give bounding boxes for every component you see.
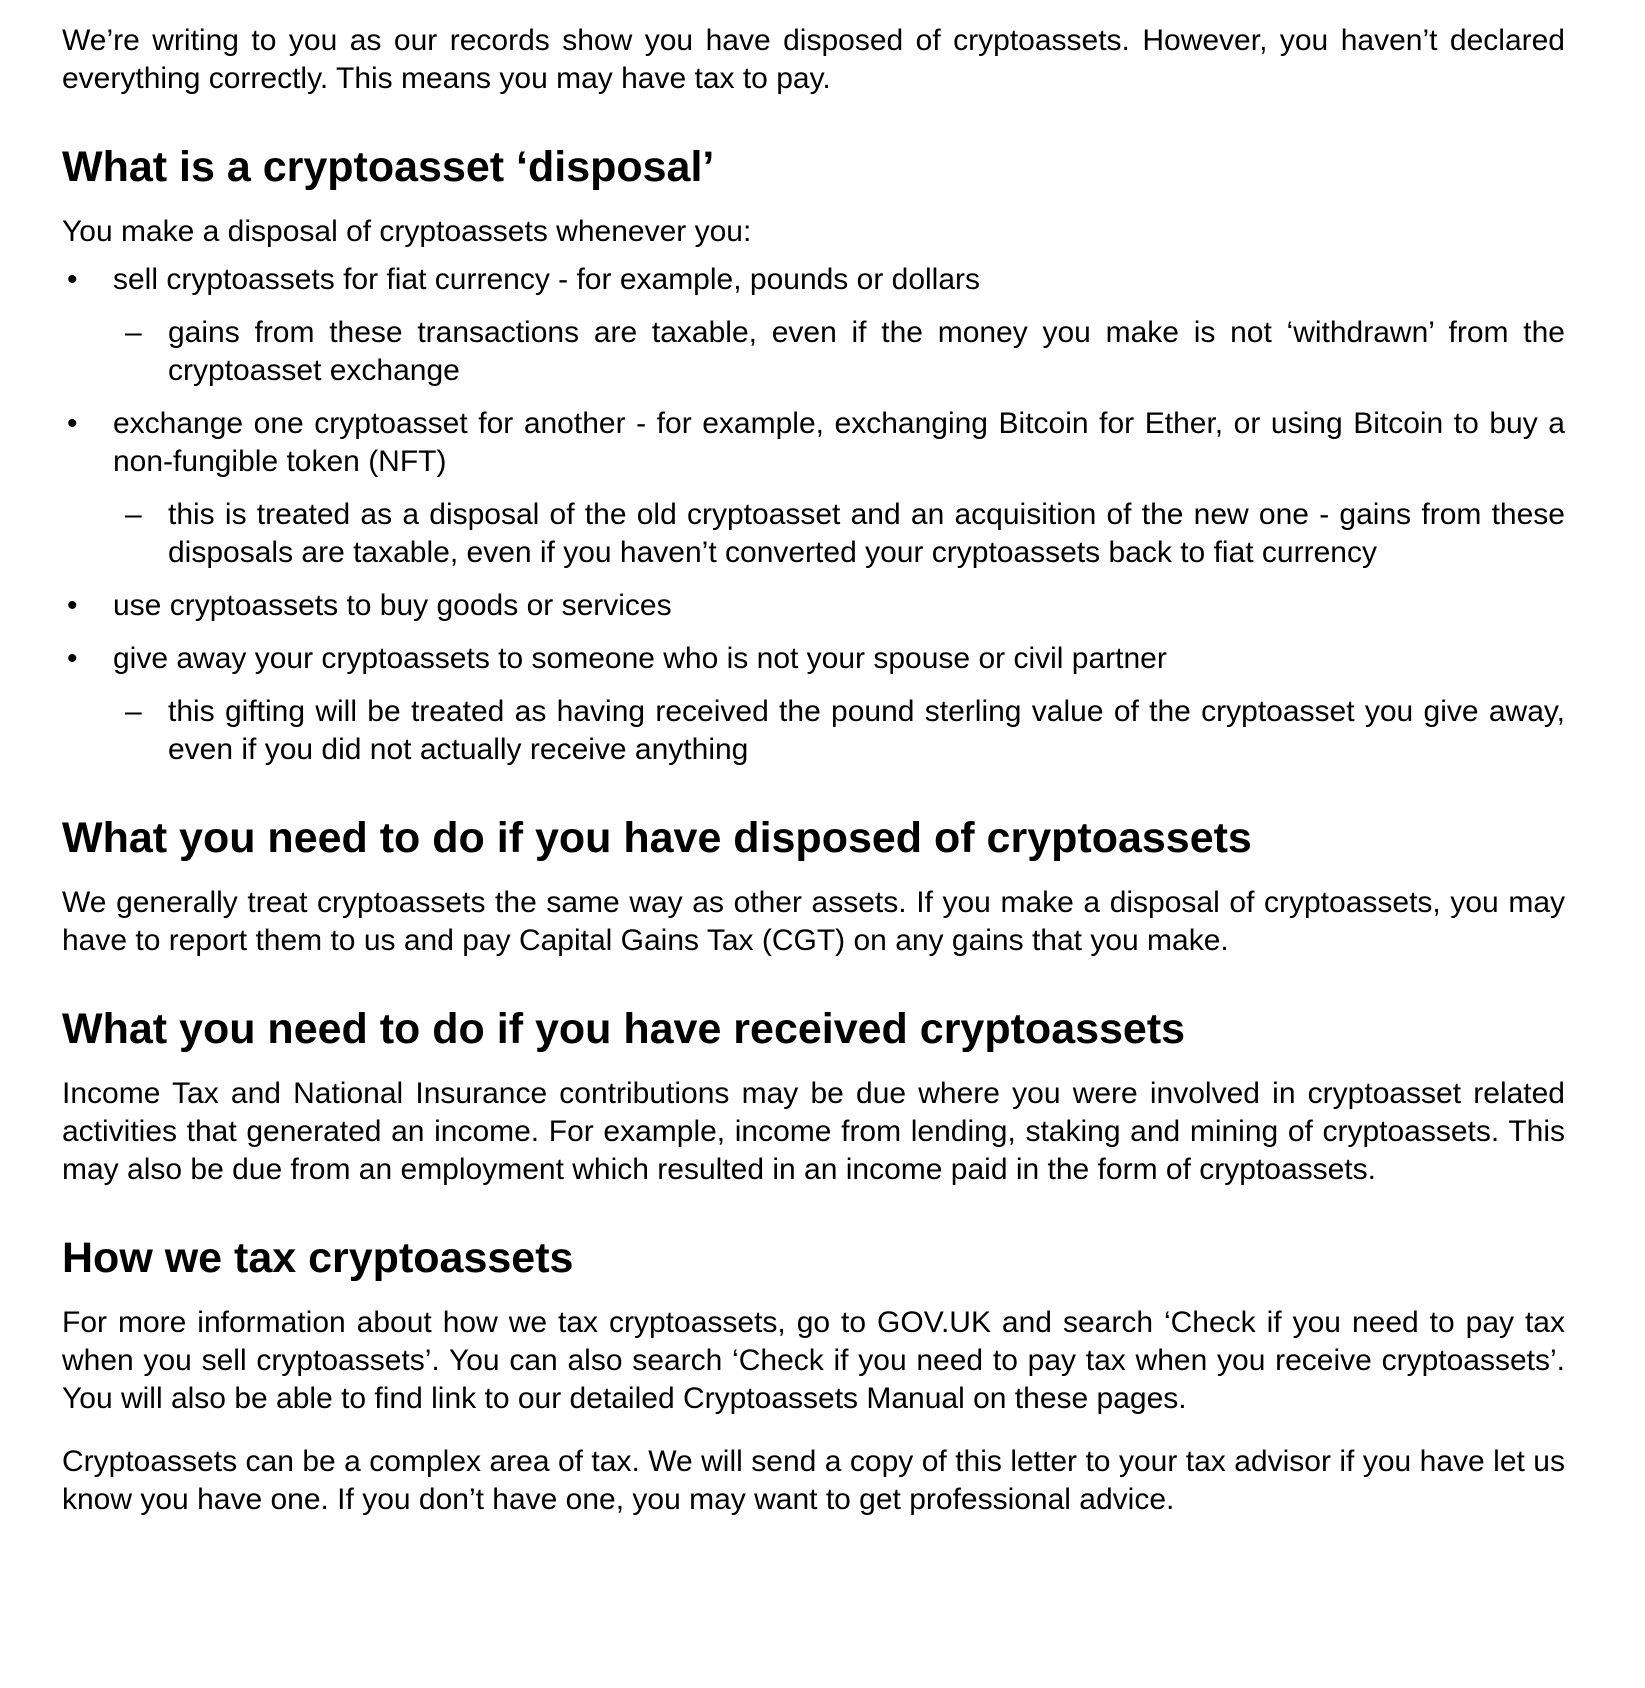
sub-list-item	[125, 693, 1565, 769]
bullet-marker: •	[67, 407, 78, 440]
list-item-text: sell cryptoassets for fiat currency - for example, pounds or dollars	[113, 263, 981, 296]
sub-list-item	[125, 314, 1565, 390]
disposal-list	[62, 261, 1565, 769]
list-item	[62, 640, 1565, 678]
sub-list-item-text: gains from these transactions are taxable, even if the money you make is not ‘withdrawn’ from the cryptoasset exchange	[168, 316, 1565, 387]
list-item-text: give away your cryptoassets to someone who is not your spouse or civil partner	[113, 642, 1167, 675]
disposal-lead-paragraph: You make a disposal of cryptoassets whenever you:	[62, 215, 752, 248]
heading-how-we-tax-cryptoassets: How we tax cryptoassets	[62, 1234, 574, 1282]
dash-marker: –	[125, 695, 142, 728]
heading-what-is-a-cryptoasset-disposal: What is a cryptoasset ‘disposal’	[62, 143, 715, 191]
sub-list-item	[125, 496, 1565, 572]
bullet-marker: •	[67, 263, 78, 296]
intro-paragraph: We’re writing to you as our records show you have disposed of cryptoassets. However, you haven’t declared everything correctly. This means you may have tax to pay.	[62, 24, 1565, 95]
list-item-text: use cryptoassets to buy goods or services	[113, 589, 672, 622]
dash-marker: –	[125, 498, 142, 531]
disposed-paragraph: We generally treat cryptoassets the same way as other assets. If you make a disposal of cryptoassets, you may have to report them to us and pay Capital Gains Tax (CGT) on any gains that you make.	[62, 886, 1565, 957]
bullet-marker: •	[67, 589, 78, 622]
list-item-text: exchange one cryptoasset for another - for example, exchanging Bitcoin for Ether, or using Bitcoin to buy a non-fungible token (NFT)	[113, 407, 1565, 478]
list-item	[62, 261, 1565, 299]
sub-list-item-text: this is treated as a disposal of the old cryptoasset and an acquisition of the new one - gains from these disposals are taxable, even if you haven’t converted your cryptoassets back to fiat currency	[168, 498, 1565, 569]
sub-list-item-text: this gifting will be treated as having received the pound sterling value of the cryptoasset you give away, even if you did not actually receive anything	[168, 695, 1565, 766]
complex-area-paragraph: Cryptoassets can be a complex area of tax. We will send a copy of this letter to your tax advisor if you have let us know you have one. If you don’t have one, you may want to get professional advice.	[62, 1445, 1565, 1516]
list-item	[62, 405, 1565, 481]
dash-marker: –	[125, 316, 142, 349]
heading-received-cryptoassets: What you need to do if you have received cryptoassets	[62, 1005, 1186, 1053]
how-we-tax-paragraph: For more information about how we tax cryptoassets, go to GOV.UK and search ‘Check if you need to pay tax when you sell cryptoassets’. You can also search ‘Check if you need to pay tax when you receive cryptoassets’. You will also be able to find link to our detailed Cryptoassets Manual on these pages.	[62, 1306, 1565, 1415]
heading-disposed-of-cryptoassets: What you need to do if you have disposed of cryptoassets	[62, 814, 1252, 862]
received-paragraph: Income Tax and National Insurance contributions may be due where you were involved in cryptoasset related activities that generated an income. For example, income from lending, staking and mining of cryptoassets. This may also be due from an employment which resulted in an income paid in the form of cryptoassets.	[62, 1077, 1565, 1186]
list-item	[62, 587, 1565, 625]
bullet-marker: •	[67, 642, 78, 675]
